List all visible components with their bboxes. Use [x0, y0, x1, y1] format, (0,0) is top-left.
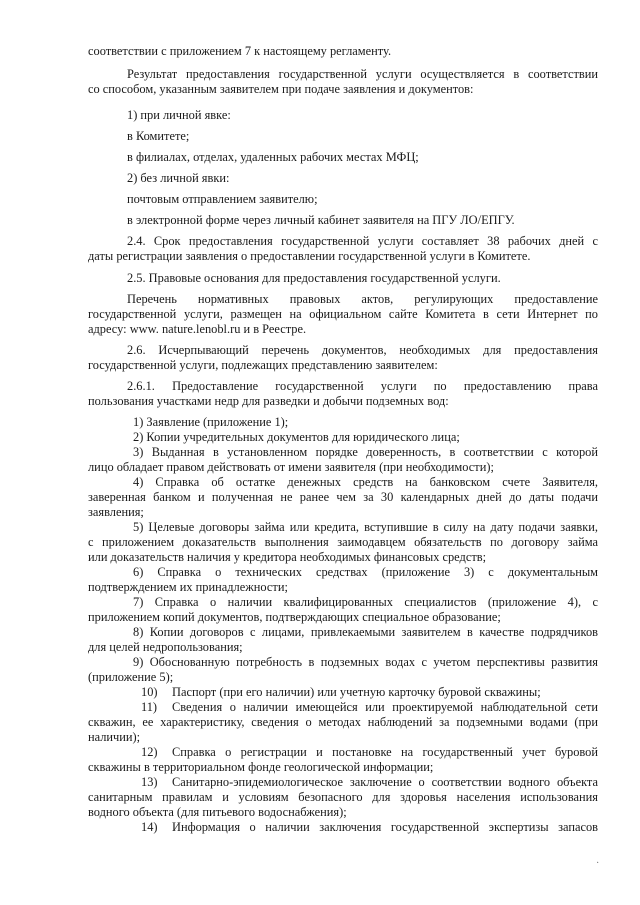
text-line: Результат предоставления государственной услуги осуществляется в соответствии [127, 67, 598, 81]
text-line: заверенная банком и полученная не ранее чем за 30 календарных дней до даты подачи [88, 490, 598, 504]
text-line: заявления; [88, 505, 144, 519]
list-heading: 2) без личной явки: [127, 171, 230, 185]
text-line: в филиалах, отделах, удаленных рабочих местах МФЦ; [127, 150, 419, 164]
list-item: 7) Справка о наличии квалифицированных специалистов (приложение 4), с [133, 595, 598, 609]
text-line: водного объекта (для питьевого водоснабжения); [88, 805, 347, 819]
text-line: для целей недропользования; [88, 640, 243, 654]
list-item: 5) Целевые договоры займа или кредита, вступившие в силу на дату подачи заявки, [133, 520, 598, 534]
text-line: Перечень нормативных правовых актов, регулирующих предоставление [127, 292, 598, 306]
list-item: 9) Обоснованную потребность в подземных водах с учетом перспективы развития [133, 655, 598, 669]
list-number: 11) [141, 700, 158, 714]
text-line: санитарным правилам и условиям безопасного для здоровья населения использования [88, 790, 598, 804]
scan-speck: · [596, 858, 600, 869]
section-2-6: 2.6. Исчерпывающий перечень документов, необходимых для предоставления [127, 343, 598, 357]
text-line: со способом, указанным заявителем при подаче заявления и документов: [88, 82, 474, 96]
list-item: 6) Справка о технических средствах (приложение 3) с документальным [133, 565, 598, 579]
text-line: наличии); [88, 730, 141, 744]
list-item: 2) Копии учредительных документов для юридического лица; [133, 430, 460, 444]
text-line: подтверждением их принадлежности; [88, 580, 288, 594]
list-number: 13) [141, 775, 158, 789]
text-line: даты регистрации заявления о предоставлении государственной услуги в Комитете. [88, 249, 531, 263]
list-number: 12) [141, 745, 158, 759]
list-item: 1) Заявление (приложение 1); [133, 415, 289, 429]
text-line: пользования участками недр для разведки и добычи подземных вод: [88, 394, 449, 408]
list-heading: 1) при личной явке: [127, 108, 231, 122]
text-line: (приложение 5); [88, 670, 174, 684]
text-line: лицо обладает правом действовать от имени заявителя (при необходимости); [88, 460, 494, 474]
text-line: приложением копий документов, подтверждающих специальное образование; [88, 610, 501, 624]
list-number: 10) [141, 685, 158, 699]
list-item: Информация о наличии заключения государственной экспертизы запасов [172, 820, 598, 834]
text-line: в Комитете; [127, 129, 190, 143]
list-item: Санитарно-эпидемиологическое заключение о соответствии водного объекта [172, 775, 598, 789]
text-line: государственной услуги, подлежащих представлению заявителем: [88, 358, 438, 372]
text-line: или доказательств наличия у кредитора необходимых финансовых средств; [88, 550, 487, 564]
section-2-6-1: 2.6.1. Предоставление государственной услуги по предоставлению права [127, 379, 598, 393]
list-number: 14) [141, 820, 158, 834]
list-item: Справка о регистрации и постановке на государственный учет буровой [172, 745, 598, 759]
list-item: Сведения о наличии имеющейся или проектируемой наблюдательной сети [172, 700, 598, 714]
text-line: адресу: www. nature.lenobl.ru и в Реестре. [88, 322, 307, 336]
list-item: 3) Выданная в установленном порядке доверенность, в соответствии с которой [133, 445, 598, 459]
list-item: 8) Копии договоров с лицами, привлекаемыми заявителем в качестве подрядчиков [133, 625, 598, 639]
list-item: Паспорт (при его наличии) или учетную карточку буровой скважины; [172, 685, 541, 699]
text-line: в электронной форме через личный кабинет заявителя на ПГУ ЛО/ЕПГУ. [127, 213, 515, 227]
text-line: соответствии с приложением 7 к настоящему регламенту. [88, 44, 392, 58]
section-2-4: 2.4. Срок предоставления государственной услуги составляет 38 рабочих дней с [127, 234, 598, 248]
text-line: государственной услуги, размещен на официальном сайте Комитета в сети Интернет по [88, 307, 598, 321]
list-item: 4) Справка об остатке денежных средств на банковском счете Заявителя, [133, 475, 598, 489]
text-line: скважин, ее характеристику, сведения о методах наблюдений за подземными водами (при [88, 715, 598, 729]
text-line: с приложением доказательств выполнения заимодавцем обязательств по договору займа [88, 535, 598, 549]
section-2-5: 2.5. Правовые основания для предоставления государственной услуги. [127, 271, 501, 285]
text-line: скважины в территориальном фонде геологической информации; [88, 760, 434, 774]
text-line: почтовым отправлением заявителю; [127, 192, 318, 206]
